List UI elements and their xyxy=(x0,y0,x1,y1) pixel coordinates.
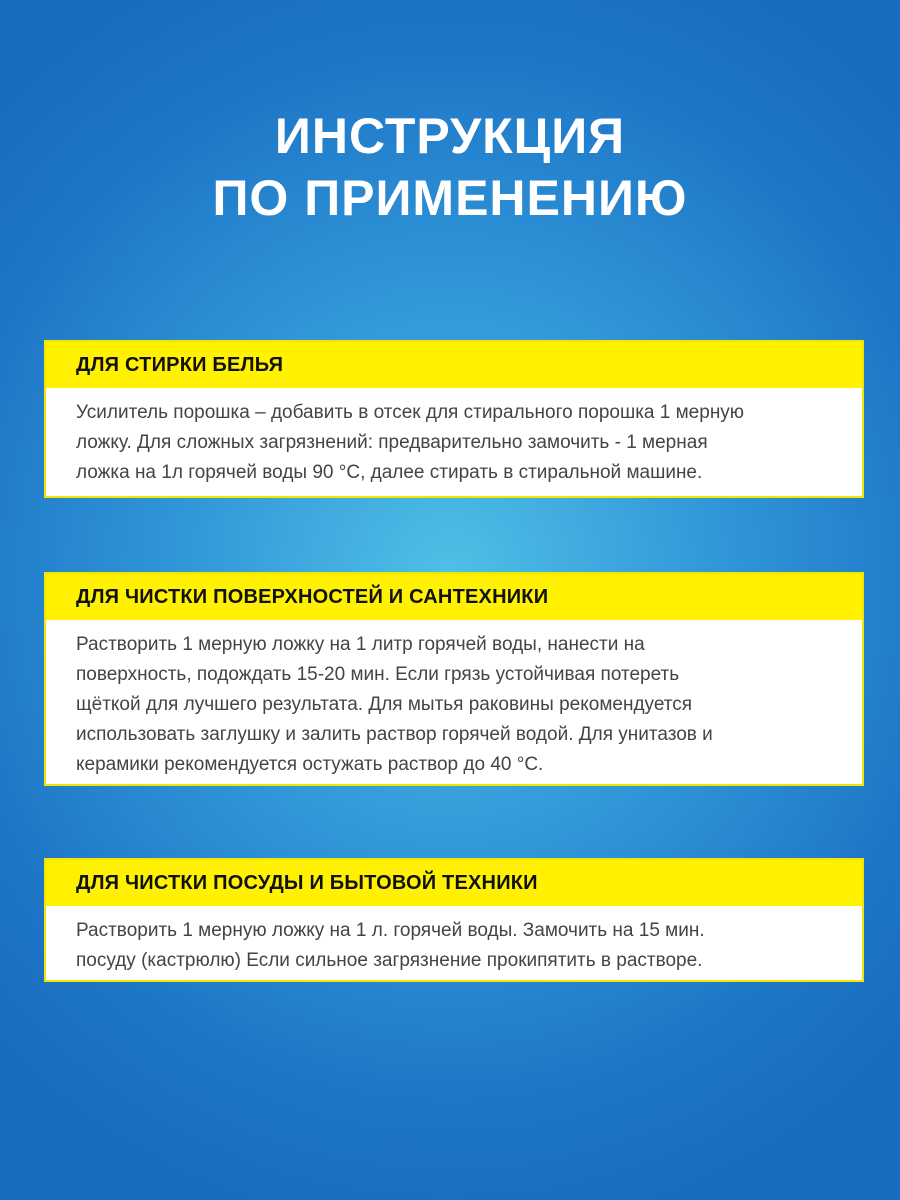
section-text-line: Усилитель порошка – добавить в отсек для стирального порошка 1 мерную xyxy=(76,402,745,423)
section-text-line: щёткой для лучшего результата. Для мытья раковины рекомендуется xyxy=(76,694,693,715)
page-title-line-2: ПО ПРИМЕНЕНИЮ xyxy=(212,170,688,226)
section-heading: ДЛЯ СТИРКИ БЕЛЬЯ xyxy=(76,353,284,376)
section-text-line: ложку. Для сложных загрязнений: предварительно замочить - 1 мерная xyxy=(76,432,708,453)
section-heading: ДЛЯ ЧИСТКИ ПОСУДЫ И БЫТОВОЙ ТЕХНИКИ xyxy=(76,871,538,894)
section-card-surfaces xyxy=(44,572,864,786)
section-body xyxy=(46,906,862,990)
section-text-line: Растворить 1 мерную ложку на 1 литр горячей воды, нанести на xyxy=(76,634,645,655)
section-header xyxy=(46,342,862,388)
section-header xyxy=(46,860,862,906)
section-text-line: ложка на 1л горячей воды 90 °С, далее стирать в стиральной машине. xyxy=(76,462,703,483)
section-header xyxy=(46,574,862,620)
section-text-line: поверхность, подождать 15-20 мин. Если грязь устойчивая потереть xyxy=(76,664,680,685)
section-card-laundry xyxy=(44,340,864,498)
section-body xyxy=(46,620,862,794)
page-title xyxy=(0,105,900,229)
section-text-line: керамики рекомендуется остужать раствор до 40 °С. xyxy=(76,754,544,775)
page-title-line-1: ИНСТРУКЦИЯ xyxy=(274,108,626,164)
section-card-dishes xyxy=(44,858,864,982)
section-text-line: посуду (кастрюлю) Если сильное загрязнение прокипятить в растворе. xyxy=(76,950,703,971)
section-text-line: Растворить 1 мерную ложку на 1 л. горячей воды. Замочить на 15 мин. xyxy=(76,920,705,941)
section-text-line: использовать заглушку и залить раствор горячей водой. Для унитазов и xyxy=(76,724,713,745)
section-body xyxy=(46,388,862,502)
section-heading: ДЛЯ ЧИСТКИ ПОВЕРХНОСТЕЙ И САНТЕХНИКИ xyxy=(76,585,549,608)
